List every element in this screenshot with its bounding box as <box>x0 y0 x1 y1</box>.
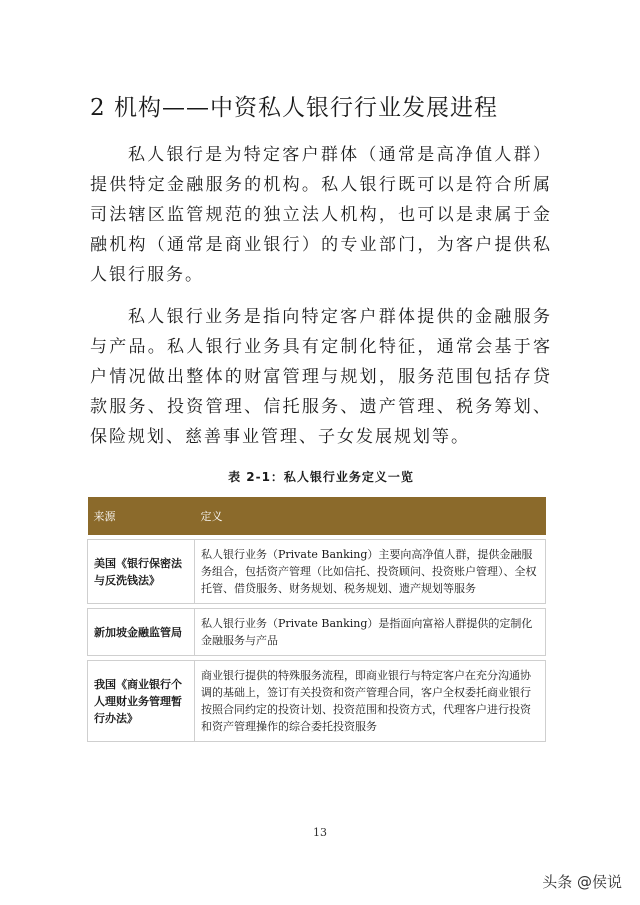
column-header-definition: 定义 <box>195 497 546 535</box>
section-heading: 2 机构——中资私人银行行业发展进程 <box>90 95 498 121</box>
paragraph-1: 私人银行是为特定客户群体（通常是高净值人群）提供特定金融服务的机构。私人银行既可以是符合所属司法辖区监管规范的独立法人机构，也可以是隶属于金融机构（通常是商业银行）的专业部门，为客户提供私人银行服务。 <box>90 145 552 285</box>
table-row <box>88 661 546 742</box>
page-number: 13 <box>313 826 327 839</box>
column-header-source: 来源 <box>88 497 195 535</box>
row-source: 美国《银行保密法与反洗钱法》 <box>88 540 195 604</box>
table-row <box>88 609 546 656</box>
row-definition: 私人银行业务（Private Banking）主要向高净值人群，提供金融服务组合，包括资产管理（比如信托、投资顾问、投资账户管理）、全权托管、借贷服务、财务规划、税务规划、遗产规划等服务 <box>195 540 546 604</box>
row-source: 新加坡金融监管局 <box>88 609 195 656</box>
watermark: 头条 @侯说 <box>542 873 622 891</box>
table-header-row <box>88 497 546 535</box>
paragraph-2: 私人银行业务是指向特定客户群体提供的金融服务与产品。私人银行业务具有定制化特征，通常会基于客户情况做出整体的财富管理与规划，服务范围包括存贷款服务、投资管理、信托服务、遗产管理、税务筹划、保险规划、慈善事业管理、子女发展规划等。 <box>90 307 552 447</box>
definition-table <box>87 497 546 742</box>
table-row <box>88 540 546 604</box>
row-definition: 商业银行提供的特殊服务流程，即商业银行与特定客户在充分沟通协调的基础上，签订有关投资和资产管理合同，客户全权委托商业银行按照合同约定的投资计划、投资范围和投资方式，代理客户进行投资和资产管理操作的综合委托投资服务 <box>195 661 546 742</box>
row-definition: 私人银行业务（Private Banking）是指面向富裕人群提供的定制化金融服务与产品 <box>195 609 546 656</box>
table-caption: 表 2-1：私人银行业务定义一览 <box>228 470 414 484</box>
row-source: 我国《商业银行个人理财业务管理暂行办法》 <box>88 661 195 742</box>
